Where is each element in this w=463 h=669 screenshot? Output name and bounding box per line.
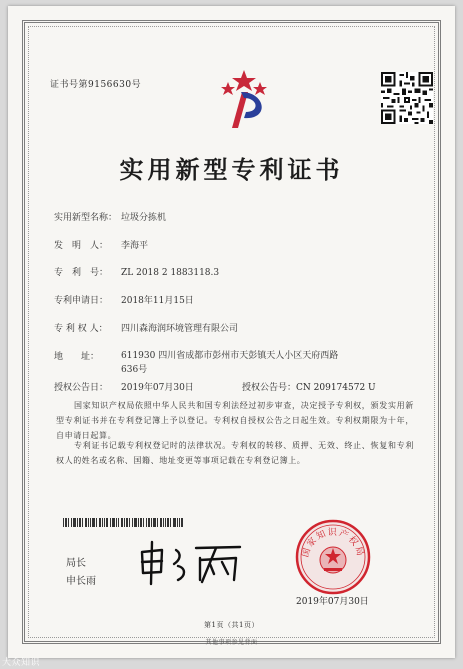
certificate-title: 实用新型专利证书 bbox=[119, 155, 344, 184]
cnipa-emblem-icon bbox=[214, 68, 274, 130]
svg-text:国家知识产权局: 国家知识产权局 bbox=[300, 528, 366, 559]
field-label: 专 利 权 人： bbox=[54, 324, 108, 334]
barcode-icon bbox=[63, 518, 183, 527]
watermark: 大众知识 bbox=[2, 658, 41, 668]
field-value: 李海平 bbox=[121, 241, 149, 251]
field-label: 发 明 人： bbox=[54, 241, 109, 251]
field-application-date bbox=[54, 293, 194, 306]
certificate-legal-note: 专利证书记载专利权登记时的法律状况。专利权的转移、质押、无效、终止、恢复和专利权人的姓名或名称、国籍、地址变更等事项记载在专利登记簿上。 bbox=[56, 441, 414, 465]
field-patent-number bbox=[54, 265, 219, 278]
field-label: 专 利 号： bbox=[54, 268, 109, 278]
footer-note: 其他事项参见背面 bbox=[205, 639, 258, 646]
field-authorization-date bbox=[54, 380, 194, 393]
field-label: 授权公告日： bbox=[54, 383, 109, 393]
field-value: 2019年07月30日 bbox=[121, 383, 194, 393]
field-value: CN 209174572 U bbox=[296, 383, 376, 393]
certificate-number: 证书号第9156630号 bbox=[50, 80, 142, 90]
certificate-sheet bbox=[8, 6, 455, 658]
field-label: 专利申请日： bbox=[54, 296, 109, 306]
director-name: 申长雨 bbox=[66, 576, 96, 587]
field-inventor bbox=[54, 238, 148, 251]
field-value: ZL 2018 2 1883118.3 bbox=[121, 268, 220, 278]
director-signature bbox=[136, 538, 248, 586]
page-number: 第1页（共1页） bbox=[204, 621, 259, 629]
field-authorization-number bbox=[242, 380, 376, 393]
field-value: 2018年11月15日 bbox=[121, 296, 194, 306]
seal-date: 2019年07月30日 bbox=[296, 597, 369, 607]
field-utility-model-name bbox=[54, 210, 166, 223]
field-label: 地 址： bbox=[54, 352, 100, 362]
field-value: 611930 四川省成都市彭州市天彭镇天人小区天府西路636号 bbox=[121, 351, 339, 375]
field-value: 垃圾分拣机 bbox=[121, 213, 167, 223]
qr-code-icon bbox=[381, 72, 433, 124]
field-address bbox=[54, 349, 351, 377]
field-patentee bbox=[54, 321, 238, 334]
field-label: 实用新型名称： bbox=[54, 213, 118, 223]
field-label: 授权公告号： bbox=[242, 383, 297, 393]
certificate-statement: 国家知识产权局依照中华人民共和国专利法经过初步审查，决定授予专利权，颁发实用新型专利证书并在专利登记簿上予以登记。专利权自授权公告之日起生效。专利权期限为十年，自申请日起算。 bbox=[56, 401, 414, 440]
official-seal-icon bbox=[294, 518, 372, 596]
director-title: 局长 bbox=[66, 558, 86, 569]
field-value: 四川森海润环境管理有限公司 bbox=[121, 324, 239, 334]
